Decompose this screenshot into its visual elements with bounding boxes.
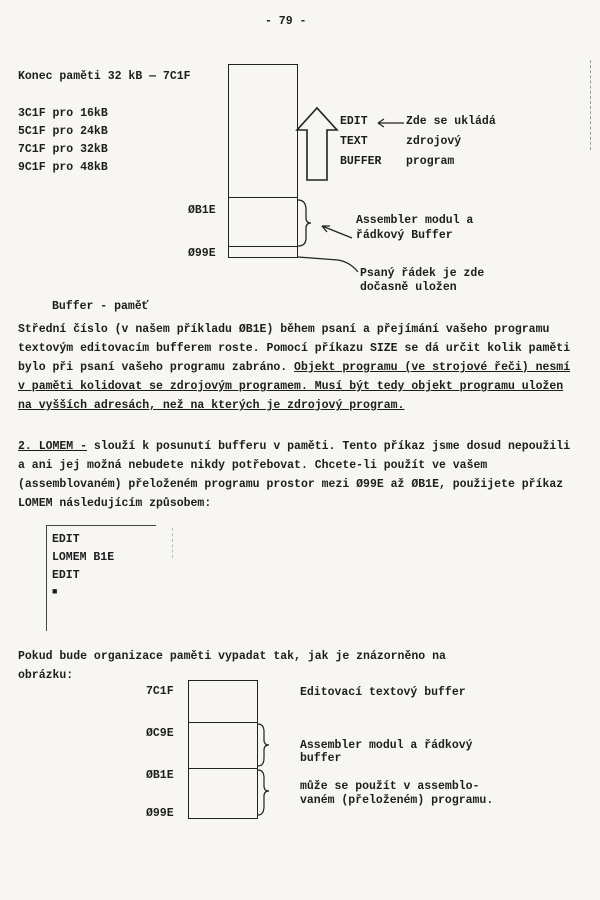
paragraph-text: Střední číslo (v našem příkladu ØB1E) během psaní a přejímání vašeho programu textovým editovacím bufferem roste. Pomocí příkazu SIZE se dá určit kolik paměti bylo při psaní vašeho programu zabráno. bbox=[18, 323, 571, 374]
usable-space-label: vaném (přeloženém) programu. bbox=[300, 794, 494, 807]
size-line: 5C1F pro 24kB bbox=[18, 125, 108, 138]
diagram-caption: Buffer - paměť bbox=[52, 300, 149, 313]
address-label: ØB1E bbox=[146, 769, 174, 782]
editing-buffer-label: Editovací textový buffer bbox=[300, 686, 466, 699]
code-line: EDIT bbox=[52, 533, 80, 546]
line-note: Psaný řádek je zde bbox=[360, 267, 485, 280]
code-line: EDIT bbox=[52, 569, 80, 582]
buffer-description: program bbox=[406, 155, 455, 168]
line-note: dočasně uložen bbox=[360, 281, 457, 294]
section-heading: 2. LOMEM - bbox=[18, 440, 88, 453]
assembler-note: řádkový Buffer bbox=[356, 229, 453, 242]
paragraph: Pokud bude organizace paměti vypadat tak, jak je znázorněno na obrázku: bbox=[18, 650, 446, 682]
address-label: Ø99E bbox=[188, 247, 216, 260]
assembler-note: Assembler modul a bbox=[356, 214, 474, 227]
buffer-label: BUFFER bbox=[340, 155, 382, 168]
page-number: - 79 - bbox=[265, 15, 307, 28]
text-label: TEXT bbox=[340, 135, 368, 148]
usable-space-label: může se použít v assemblo- bbox=[300, 780, 480, 793]
text-description: zdrojový bbox=[406, 135, 462, 148]
address-label: 7C1F bbox=[146, 685, 174, 698]
cursor-block: ■ bbox=[52, 587, 58, 597]
size-line: 3C1F pro 16kB bbox=[18, 107, 108, 120]
code-line: LOMEM B1E bbox=[52, 551, 115, 564]
underlined-warning: Objekt programu (ve strojové řeči) nesmí v paměti kolidovat se zdrojovým programem. Musí být tedy objekt programu uložen na vyšších adresách, než na kterých je zdrojový program. bbox=[18, 361, 571, 412]
assembler-label: Assembler modul a řádkový bbox=[300, 739, 473, 752]
size-line: 7C1F pro 32kB bbox=[18, 143, 108, 156]
edit-label: EDIT bbox=[340, 115, 368, 128]
address-label: Ø99E bbox=[146, 807, 174, 820]
size-line: 9C1F pro 48kB bbox=[18, 161, 108, 174]
paragraph-text: slouží k posunutí bufferu v paměti. Tento příkaz jsme dosud nepoužili a ani jej možná nebudete nikdy potřebovat. Chcete-li použít ve vašem (assemblovaném) přeloženém programu prostor mezi Ø99E až ØB1E, použijete příkaz LOMEM následujícím způsobem: bbox=[18, 440, 571, 510]
address-label: ØC9E bbox=[146, 727, 174, 740]
edit-description: Zde se ukládá bbox=[406, 115, 496, 128]
address-label: ØB1E bbox=[188, 204, 216, 217]
memory-end-label: Konec paměti 32 kB — 7C1F bbox=[18, 70, 191, 83]
assembler-label: buffer bbox=[300, 752, 342, 765]
